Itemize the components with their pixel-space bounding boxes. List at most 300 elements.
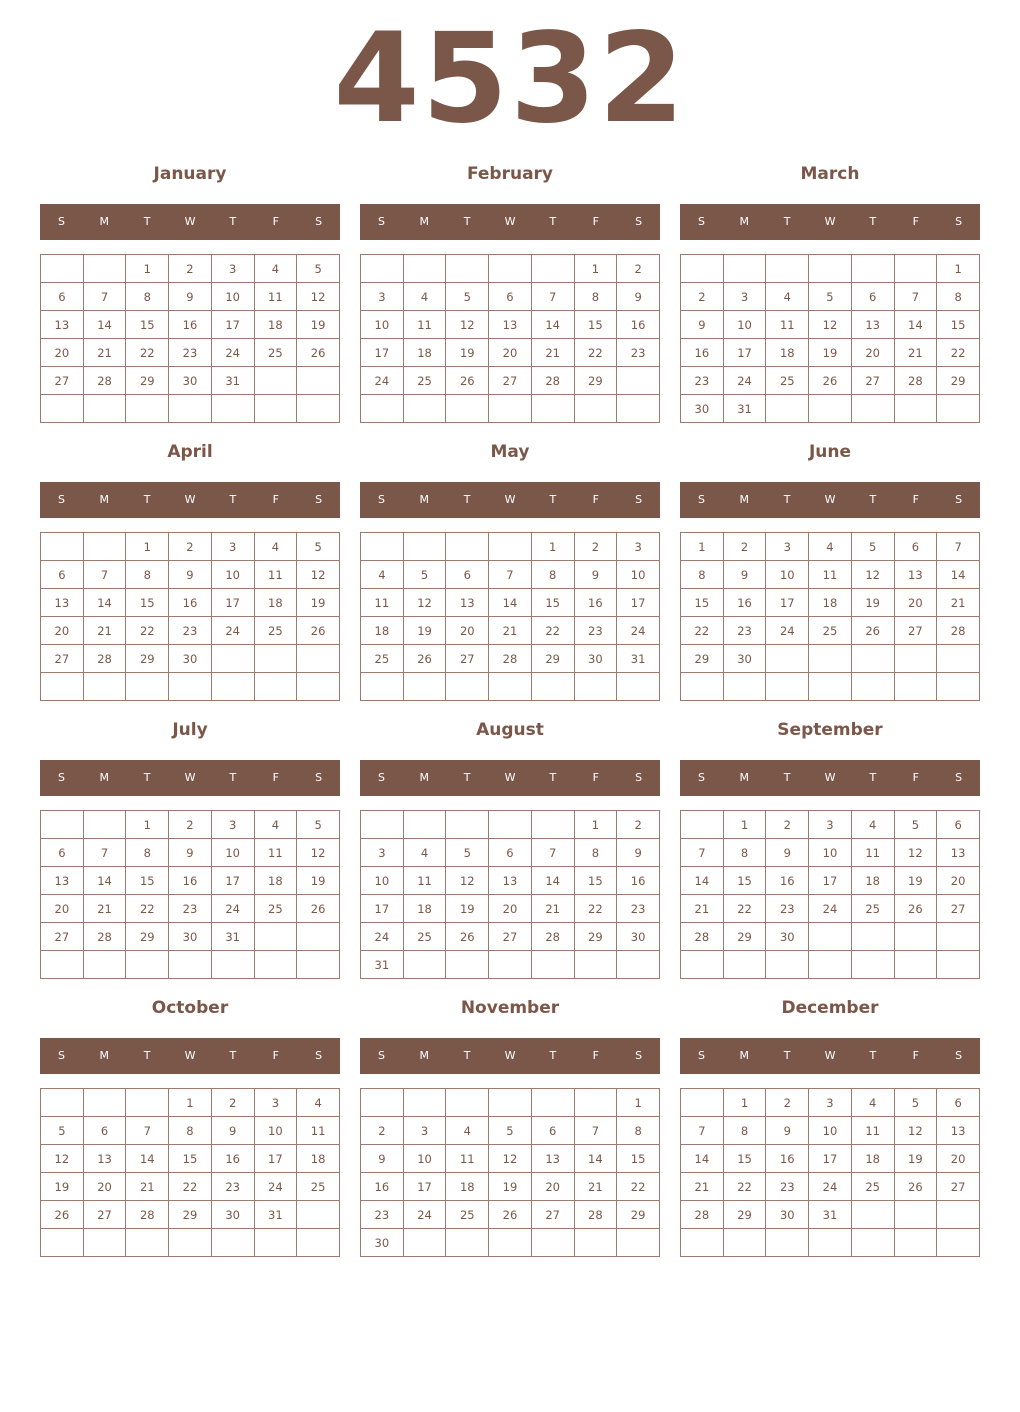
month-name: November — [460, 998, 560, 1018]
week-row — [41, 867, 340, 895]
week-row — [361, 395, 660, 423]
empty-day-cell — [446, 1089, 489, 1117]
empty-day-cell — [489, 1229, 532, 1257]
week-row — [681, 1229, 980, 1257]
day-cell: 13 — [489, 311, 532, 339]
empty-day-cell — [297, 951, 340, 979]
weekday-label: T — [463, 1049, 471, 1062]
week-row — [41, 617, 340, 645]
day-cell: 24 — [361, 923, 404, 951]
day-cell: 23 — [574, 617, 617, 645]
day-cell: 29 — [531, 645, 574, 673]
day-cell: 6 — [41, 561, 84, 589]
weekday-label: T — [549, 1049, 557, 1062]
day-cell: 26 — [446, 367, 489, 395]
empty-day-cell — [723, 673, 766, 701]
day-cell: 30 — [169, 367, 212, 395]
week-row — [681, 1089, 980, 1117]
day-cell: 28 — [83, 645, 126, 673]
day-cell: 30 — [361, 1229, 404, 1257]
day-cell: 5 — [297, 255, 340, 283]
day-cell: 5 — [446, 839, 489, 867]
day-cell: 15 — [937, 311, 980, 339]
weekday-label: S — [57, 493, 65, 506]
empty-day-cell — [894, 923, 937, 951]
empty-day-cell — [766, 645, 809, 673]
weekday-label: W — [504, 1049, 516, 1062]
day-cell: 8 — [126, 283, 169, 311]
weekday-label: T — [463, 493, 471, 506]
weekday-label: F — [912, 771, 919, 784]
empty-day-cell — [83, 951, 126, 979]
empty-day-cell — [403, 1089, 446, 1117]
week-row — [361, 645, 660, 673]
week-row — [41, 533, 340, 561]
day-cell: 8 — [937, 283, 980, 311]
weekday-label: T — [869, 771, 877, 784]
empty-day-cell — [851, 255, 894, 283]
day-cell: 20 — [851, 339, 894, 367]
day-cell: 18 — [766, 339, 809, 367]
day-cell: 13 — [83, 1145, 126, 1173]
day-cell: 26 — [809, 367, 852, 395]
day-cell: 2 — [766, 1089, 809, 1117]
day-cell: 18 — [403, 895, 446, 923]
day-cell: 27 — [41, 645, 84, 673]
day-cell: 18 — [297, 1145, 340, 1173]
day-cell: 12 — [894, 839, 937, 867]
week-row — [681, 1145, 980, 1173]
week-row — [361, 283, 660, 311]
weekday-label: M — [419, 1049, 430, 1062]
day-cell: 21 — [531, 339, 574, 367]
day-cell: 11 — [361, 589, 404, 617]
empty-day-cell — [41, 951, 84, 979]
week-row — [681, 561, 980, 589]
week-row — [361, 1089, 660, 1117]
day-cell: 13 — [937, 839, 980, 867]
week-row — [361, 589, 660, 617]
day-cell: 27 — [937, 895, 980, 923]
day-cell: 21 — [894, 339, 937, 367]
day-cell: 18 — [254, 311, 297, 339]
day-cell: 31 — [809, 1201, 852, 1229]
weekday-label: W — [824, 771, 836, 784]
empty-day-cell — [766, 395, 809, 423]
day-cell: 2 — [617, 255, 660, 283]
weekday-label: T — [549, 215, 557, 228]
day-cell: 17 — [617, 589, 660, 617]
day-cell: 1 — [531, 533, 574, 561]
weekday-label: M — [99, 771, 110, 784]
week-row — [361, 561, 660, 589]
weekday-label: M — [739, 1049, 750, 1062]
day-cell: 29 — [126, 923, 169, 951]
day-cell: 25 — [851, 1173, 894, 1201]
day-cell: 16 — [169, 311, 212, 339]
day-cell: 14 — [574, 1145, 617, 1173]
weekday-header — [360, 1038, 660, 1074]
day-cell: 17 — [211, 311, 254, 339]
day-cell: 3 — [809, 811, 852, 839]
month-name: September — [777, 720, 883, 740]
empty-day-cell — [361, 533, 404, 561]
day-cell: 22 — [126, 895, 169, 923]
week-row — [681, 923, 980, 951]
empty-day-cell — [574, 951, 617, 979]
month-name: October — [151, 998, 229, 1018]
empty-day-cell — [937, 673, 980, 701]
day-cell: 16 — [617, 867, 660, 895]
day-cell: 30 — [169, 923, 212, 951]
day-cell: 10 — [211, 561, 254, 589]
day-cell: 29 — [681, 645, 724, 673]
weekday-label: T — [143, 493, 151, 506]
empty-day-cell — [403, 1229, 446, 1257]
day-cell: 6 — [489, 283, 532, 311]
empty-day-cell — [617, 1229, 660, 1257]
day-cell: 8 — [574, 283, 617, 311]
day-cell: 19 — [446, 339, 489, 367]
day-cell: 19 — [297, 589, 340, 617]
day-cell: 16 — [766, 1145, 809, 1173]
day-cell: 14 — [489, 589, 532, 617]
day-cell: 18 — [446, 1173, 489, 1201]
month-name: June — [808, 442, 852, 462]
day-cell: 6 — [41, 283, 84, 311]
day-cell: 14 — [681, 1145, 724, 1173]
day-cell: 30 — [211, 1201, 254, 1229]
weekday-header — [40, 760, 340, 796]
day-cell: 11 — [403, 867, 446, 895]
day-cell: 14 — [83, 311, 126, 339]
day-cell: 1 — [574, 811, 617, 839]
day-cell: 27 — [83, 1201, 126, 1229]
day-cell: 23 — [723, 617, 766, 645]
day-cell: 25 — [297, 1173, 340, 1201]
day-cell: 25 — [766, 367, 809, 395]
day-cell: 7 — [894, 283, 937, 311]
day-cell: 13 — [851, 311, 894, 339]
day-cell: 17 — [809, 1145, 852, 1173]
day-cell: 24 — [809, 895, 852, 923]
day-cell: 25 — [254, 895, 297, 923]
week-row — [681, 645, 980, 673]
empty-day-cell — [126, 1089, 169, 1117]
day-grid — [680, 254, 980, 423]
weekday-label: F — [592, 215, 599, 228]
day-cell: 15 — [723, 867, 766, 895]
day-grid — [40, 254, 340, 423]
day-cell: 3 — [809, 1089, 852, 1117]
empty-day-cell — [894, 951, 937, 979]
day-cell: 23 — [361, 1201, 404, 1229]
day-cell: 24 — [211, 339, 254, 367]
weekday-label: F — [592, 493, 599, 506]
day-cell: 4 — [766, 283, 809, 311]
week-row — [361, 617, 660, 645]
empty-day-cell — [681, 951, 724, 979]
empty-day-cell — [254, 367, 297, 395]
empty-day-cell — [297, 923, 340, 951]
day-cell: 27 — [41, 367, 84, 395]
day-cell: 20 — [489, 895, 532, 923]
empty-day-cell — [937, 1229, 980, 1257]
weekday-label: F — [912, 493, 919, 506]
day-cell: 12 — [297, 561, 340, 589]
weekday-label: S — [377, 771, 385, 784]
day-cell: 9 — [574, 561, 617, 589]
weekday-header — [40, 482, 340, 518]
day-cell: 20 — [41, 339, 84, 367]
day-cell: 26 — [894, 1173, 937, 1201]
empty-day-cell — [297, 367, 340, 395]
weekday-label: W — [504, 215, 516, 228]
day-cell: 17 — [723, 339, 766, 367]
day-cell: 7 — [681, 1117, 724, 1145]
day-cell: 20 — [41, 617, 84, 645]
empty-day-cell — [937, 645, 980, 673]
day-cell: 31 — [254, 1201, 297, 1229]
day-cell: 11 — [403, 311, 446, 339]
day-cell: 15 — [723, 1145, 766, 1173]
day-cell: 11 — [254, 283, 297, 311]
empty-day-cell — [489, 811, 532, 839]
weekday-label: T — [783, 771, 791, 784]
empty-day-cell — [766, 1229, 809, 1257]
day-cell: 23 — [617, 895, 660, 923]
day-cell: 17 — [403, 1173, 446, 1201]
day-cell: 28 — [126, 1201, 169, 1229]
day-cell: 16 — [617, 311, 660, 339]
day-cell: 29 — [169, 1201, 212, 1229]
empty-day-cell — [489, 673, 532, 701]
week-row — [41, 673, 340, 701]
day-cell: 7 — [681, 839, 724, 867]
day-cell: 12 — [894, 1117, 937, 1145]
empty-day-cell — [937, 1201, 980, 1229]
empty-day-cell — [41, 1229, 84, 1257]
day-cell: 15 — [617, 1145, 660, 1173]
week-row — [681, 839, 980, 867]
empty-day-cell — [83, 811, 126, 839]
empty-day-cell — [169, 395, 212, 423]
empty-day-cell — [681, 673, 724, 701]
weekday-label: T — [229, 771, 237, 784]
empty-day-cell — [489, 255, 532, 283]
day-cell: 5 — [297, 811, 340, 839]
day-cell: 28 — [83, 923, 126, 951]
week-row — [681, 1117, 980, 1145]
day-grid — [360, 810, 660, 979]
empty-day-cell — [937, 395, 980, 423]
weekday-header — [680, 482, 980, 518]
day-cell: 15 — [681, 589, 724, 617]
empty-day-cell — [169, 951, 212, 979]
day-cell: 28 — [681, 1201, 724, 1229]
day-cell: 22 — [723, 1173, 766, 1201]
day-cell: 9 — [723, 561, 766, 589]
empty-day-cell — [766, 951, 809, 979]
day-cell: 12 — [489, 1145, 532, 1173]
empty-day-cell — [83, 673, 126, 701]
week-row — [361, 367, 660, 395]
weekday-header — [360, 760, 660, 796]
week-row — [41, 561, 340, 589]
day-cell: 1 — [617, 1089, 660, 1117]
weekday-header — [680, 760, 980, 796]
day-cell: 20 — [531, 1173, 574, 1201]
day-cell: 19 — [809, 339, 852, 367]
day-cell: 16 — [361, 1173, 404, 1201]
empty-day-cell — [83, 533, 126, 561]
day-cell: 13 — [446, 589, 489, 617]
day-cell: 17 — [809, 867, 852, 895]
weekday-label: W — [504, 771, 516, 784]
day-cell: 20 — [894, 589, 937, 617]
week-row — [681, 255, 980, 283]
day-cell: 24 — [361, 367, 404, 395]
day-cell: 28 — [894, 367, 937, 395]
weekday-label: S — [57, 1049, 65, 1062]
day-cell: 29 — [617, 1201, 660, 1229]
week-row — [41, 1145, 340, 1173]
weekday-label: F — [592, 1049, 599, 1062]
weekday-label: S — [697, 771, 705, 784]
day-cell: 5 — [446, 283, 489, 311]
day-cell: 4 — [809, 533, 852, 561]
day-cell: 6 — [894, 533, 937, 561]
day-cell: 7 — [83, 839, 126, 867]
weekday-label: T — [869, 1049, 877, 1062]
empty-day-cell — [574, 673, 617, 701]
empty-day-cell — [894, 395, 937, 423]
day-cell: 26 — [851, 617, 894, 645]
weekday-label: S — [57, 215, 65, 228]
day-cell: 14 — [126, 1145, 169, 1173]
day-cell: 25 — [446, 1201, 489, 1229]
day-cell: 5 — [403, 561, 446, 589]
day-cell: 28 — [489, 645, 532, 673]
empty-day-cell — [809, 255, 852, 283]
day-cell: 13 — [531, 1145, 574, 1173]
day-cell: 1 — [574, 255, 617, 283]
day-cell: 6 — [851, 283, 894, 311]
day-cell: 21 — [681, 1173, 724, 1201]
day-cell: 1 — [126, 811, 169, 839]
weekday-label: T — [143, 771, 151, 784]
day-cell: 14 — [83, 867, 126, 895]
empty-day-cell — [531, 811, 574, 839]
day-grid — [40, 532, 340, 701]
day-grid — [360, 1088, 660, 1257]
empty-day-cell — [254, 645, 297, 673]
day-cell: 10 — [766, 561, 809, 589]
day-cell: 10 — [211, 839, 254, 867]
day-cell: 11 — [297, 1117, 340, 1145]
weekday-label: S — [635, 1049, 643, 1062]
weekday-label: M — [739, 215, 750, 228]
empty-day-cell — [894, 1229, 937, 1257]
day-cell: 30 — [617, 923, 660, 951]
day-cell: 28 — [531, 923, 574, 951]
day-cell: 19 — [41, 1173, 84, 1201]
day-cell: 29 — [937, 367, 980, 395]
empty-day-cell — [211, 1229, 254, 1257]
day-cell: 22 — [126, 617, 169, 645]
day-cell: 11 — [254, 561, 297, 589]
day-cell: 19 — [297, 867, 340, 895]
day-cell: 2 — [169, 811, 212, 839]
empty-day-cell — [851, 1229, 894, 1257]
day-cell: 11 — [766, 311, 809, 339]
day-cell: 28 — [681, 923, 724, 951]
weekday-label: S — [955, 215, 963, 228]
week-row — [41, 1201, 340, 1229]
empty-day-cell — [211, 645, 254, 673]
day-cell: 30 — [574, 645, 617, 673]
weekday-label: S — [955, 1049, 963, 1062]
empty-day-cell — [41, 533, 84, 561]
day-cell: 9 — [169, 839, 212, 867]
empty-day-cell — [83, 395, 126, 423]
weekday-label: S — [315, 771, 323, 784]
week-row — [681, 811, 980, 839]
weekday-header — [360, 204, 660, 240]
day-cell: 25 — [254, 617, 297, 645]
week-row — [361, 255, 660, 283]
week-row — [361, 923, 660, 951]
day-cell: 3 — [723, 283, 766, 311]
empty-day-cell — [41, 1089, 84, 1117]
day-cell: 28 — [83, 367, 126, 395]
weekday-label: T — [783, 215, 791, 228]
day-cell: 6 — [531, 1117, 574, 1145]
empty-day-cell — [851, 395, 894, 423]
week-row — [361, 1117, 660, 1145]
day-cell: 3 — [211, 533, 254, 561]
empty-day-cell — [211, 673, 254, 701]
empty-day-cell — [531, 395, 574, 423]
day-cell: 23 — [617, 339, 660, 367]
day-cell: 22 — [723, 895, 766, 923]
day-cell: 8 — [126, 561, 169, 589]
day-cell: 29 — [574, 367, 617, 395]
weekday-label: T — [143, 1049, 151, 1062]
weekday-label: M — [419, 493, 430, 506]
empty-day-cell — [254, 923, 297, 951]
day-cell: 10 — [617, 561, 660, 589]
day-cell: 4 — [851, 811, 894, 839]
day-cell: 23 — [681, 367, 724, 395]
week-row — [681, 589, 980, 617]
empty-day-cell — [851, 673, 894, 701]
week-row — [41, 367, 340, 395]
weekday-label: S — [635, 493, 643, 506]
weekday-label: F — [272, 493, 279, 506]
day-cell: 18 — [254, 867, 297, 895]
weekday-label: S — [635, 215, 643, 228]
day-cell: 6 — [83, 1117, 126, 1145]
empty-day-cell — [809, 395, 852, 423]
empty-day-cell — [254, 395, 297, 423]
day-cell: 8 — [531, 561, 574, 589]
day-cell: 30 — [723, 645, 766, 673]
weekday-label: W — [184, 1049, 196, 1062]
weekday-label: T — [229, 493, 237, 506]
day-cell: 26 — [403, 645, 446, 673]
empty-day-cell — [41, 811, 84, 839]
